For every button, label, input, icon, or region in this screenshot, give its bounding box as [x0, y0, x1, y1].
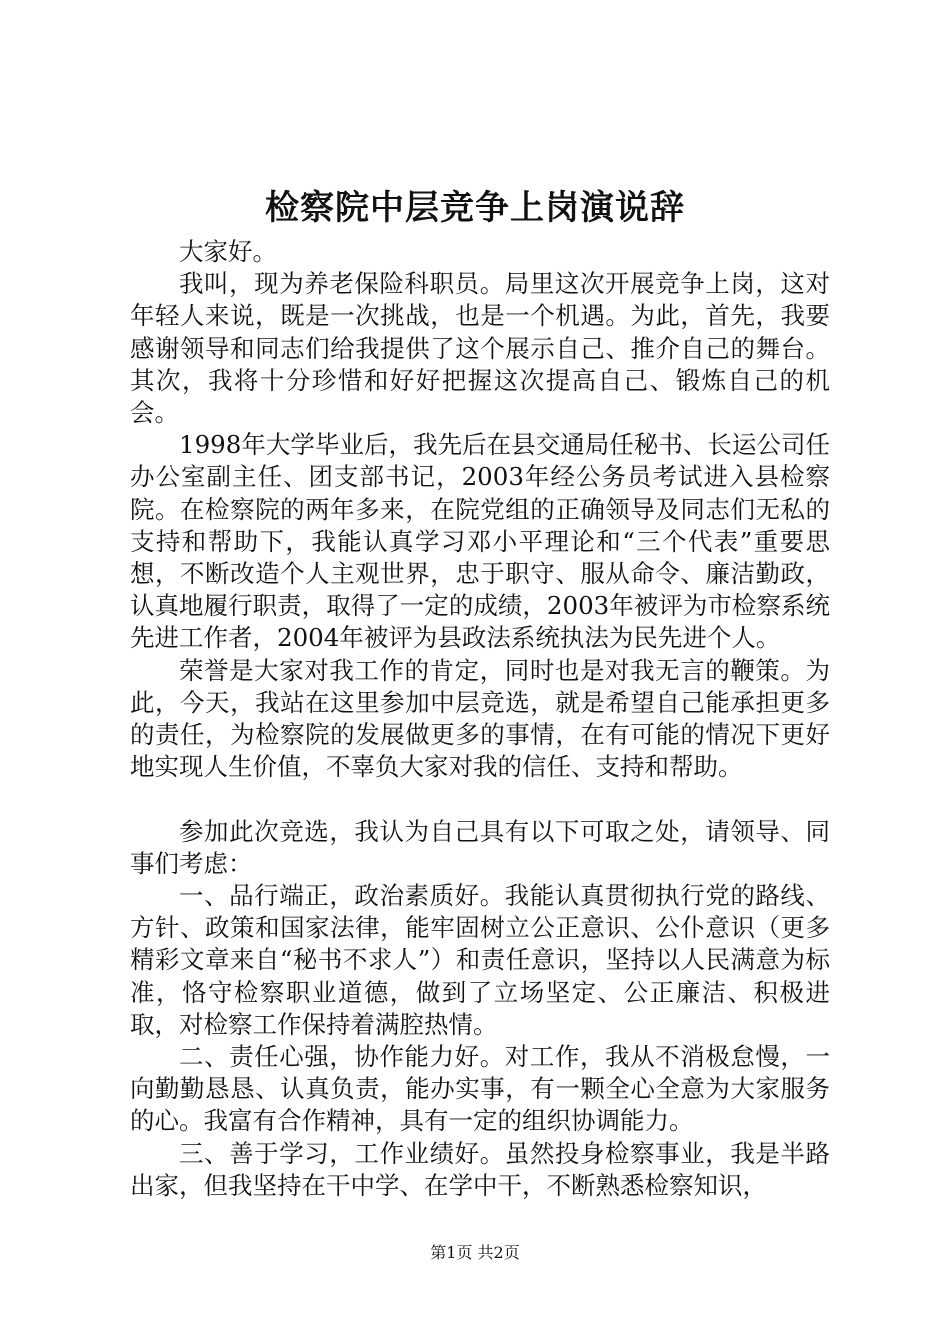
document-title: 检察院中层竞争上岗演说辞	[265, 188, 685, 228]
paragraph-honor: 荣誉是大家对我工作的肯定，同时也是对我无言的鞭策。为此，今天，我站在这里参加中层竞选，就是希望自己能承担更多的责任，为检察院的发展做更多的事情，在有可能的情况下更好地实现人生价值，不辜负大家对我的信任、支持和帮助。	[130, 655, 830, 782]
paragraph-career: 1998年大学毕业后，我先后在县交通局任秘书、长运公司任办公室副主任、团支部书记，2003年经公务员考试进入县检察院。在检察院的两年多来，在院党组的正确领导及同志们无私的支持和帮助下，我能认真学习邓小平理论和“三个代表”重要思想，不断改造个人主观世界，忠于职守、服从命令、廉洁勤政，认真地履行职责，取得了一定的成绩，2003年被评为市检察系统先进工作者，2004年被评为县政法系统执法为民先进个人。	[130, 430, 830, 653]
paragraph-qualifications-intro: 参加此次竞选，我认为自己具有以下可取之处，请领导、同事们考虑：	[130, 816, 830, 878]
paragraph-point-three: 三、善于学习，工作业绩好。虽然投身检察事业，我是半路出家，但我坚持在干中学、在学中干，不断熟悉检察知识，	[130, 1138, 830, 1200]
paragraph-greeting: 大家好。	[179, 237, 277, 266]
document-body	[130, 236, 830, 1202]
paragraph-introduction: 我叫，现为养老保险科职员。局里这次开展竞争上岗，这对年轻人来说，既是一次挑战，也是一个机遇。为此，首先，我要感谢领导和同志们给我提供了这个展示自己、推介自己的舞台。其次，我将十分珍惜和好好把握这次提高自己、锻炼自己的机会。	[130, 269, 830, 428]
paragraph-point-one: 一、品行端正，政治素质好。我能认真贯彻执行党的路线、方针、政策和国家法律，能牢固树立公正意识、公仆意识（更多精彩文章来自“秘书不求人”）和责任意识，坚持以人民满意为标准，恪守检察职业道德，做到了立场坚定、公正廉洁、积极进取，对检察工作保持着满腔热情。	[130, 881, 830, 1039]
paragraph-point-two: 二、责任心强，协作能力好。对工作，我从不消极怠慢，一向勤勤恳恳、认真负责，能办实事，有一颗全心全意为大家服务的心。我富有合作精神，具有一定的组织协调能力。	[130, 1042, 830, 1136]
page-footer: 第1页 共2页	[430, 1243, 520, 1262]
